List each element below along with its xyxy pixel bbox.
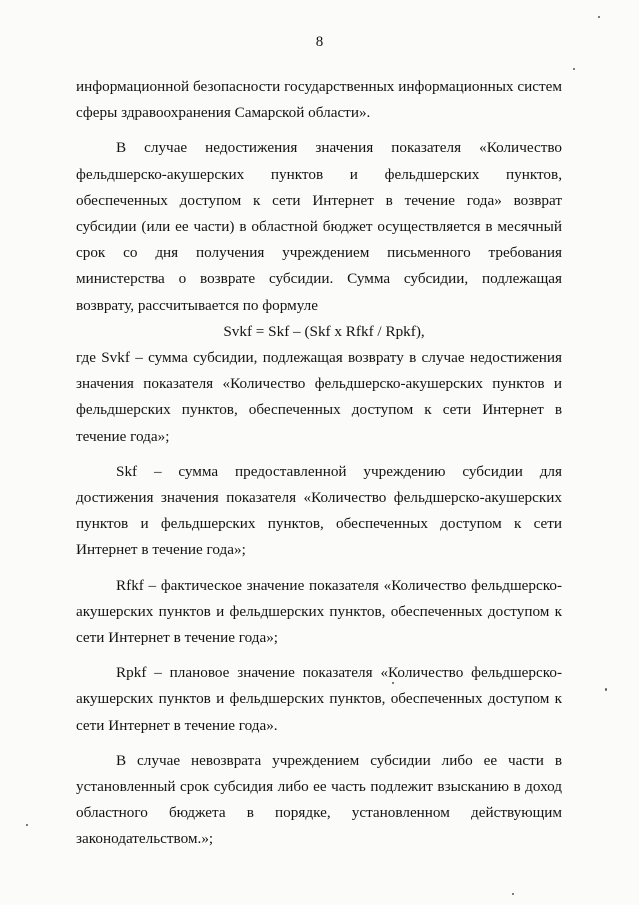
scan-speck xyxy=(598,16,600,18)
paragraph-skf-definition: Skf – сумма предоставленной учреждению субсидии для достижения значения показателя «Количество фельдшерско-акушерских пунктов и фельдшерских пунктов, обеспеченных доступом к сети Интернет в течение года»; xyxy=(76,462,562,559)
scan-speck xyxy=(26,824,28,826)
paragraph-rfkf-definition: Rfkf – фактическое значение показателя «Количество фельдшерско-акушерских пунктов и фельдшерских пунктов, обеспеченных доступом к сети Интернет в течение года»; xyxy=(76,576,562,647)
refund-formula: Svkf = Skf – (Skf x Rfkf / Rpkf), xyxy=(223,322,425,340)
paragraph-refund-condition: В случае недостижения значения показателя «Количество фельдшерско-акушерских пунктов и фельдшерских пунктов, обеспеченных доступом к сети Интернет в течение года» возврат субсидии (или ее части) в областной бюджет осуществляется в месячный срок со дня получения учреждением письменного требования министерства о возврате субсидии. Сумма субсидии, подлежащая возврату, рассчитывается по формуле xyxy=(76,139,562,314)
paragraph-rpkf-definition: Rpkf – плановое значение показателя «Количество фельдшерско-акушерских пунктов и фельдшерских пунктов, обеспеченных доступом к сети Интернет в течение года». xyxy=(76,664,562,734)
document-body xyxy=(76,74,562,853)
scan-speck xyxy=(605,688,607,691)
paragraph-continuation: информационной безопасности государственных информационных систем сферы здравоохранения Самарской области». xyxy=(76,78,562,122)
scan-speck xyxy=(392,682,394,684)
paragraph-svkf-definition: где Svkf – сумма субсидии, подлежащая возврату в случае недостижения значения показателя «Количество фельдшерско-акушерских пунктов и фельдшерских пунктов, обеспеченных доступом к сети Интернет в течение года»; xyxy=(76,349,562,445)
page-number: 8 xyxy=(315,34,324,50)
paragraph-recovery-clause: В случае невозврата учреждением субсидии либо ее части в установленный срок субсидия либо ее часть подлежит взысканию в доход областного бюджета в порядке, установленном действующим законодательством.»; xyxy=(76,751,562,848)
scan-speck xyxy=(512,893,514,895)
scan-speck xyxy=(573,68,575,70)
